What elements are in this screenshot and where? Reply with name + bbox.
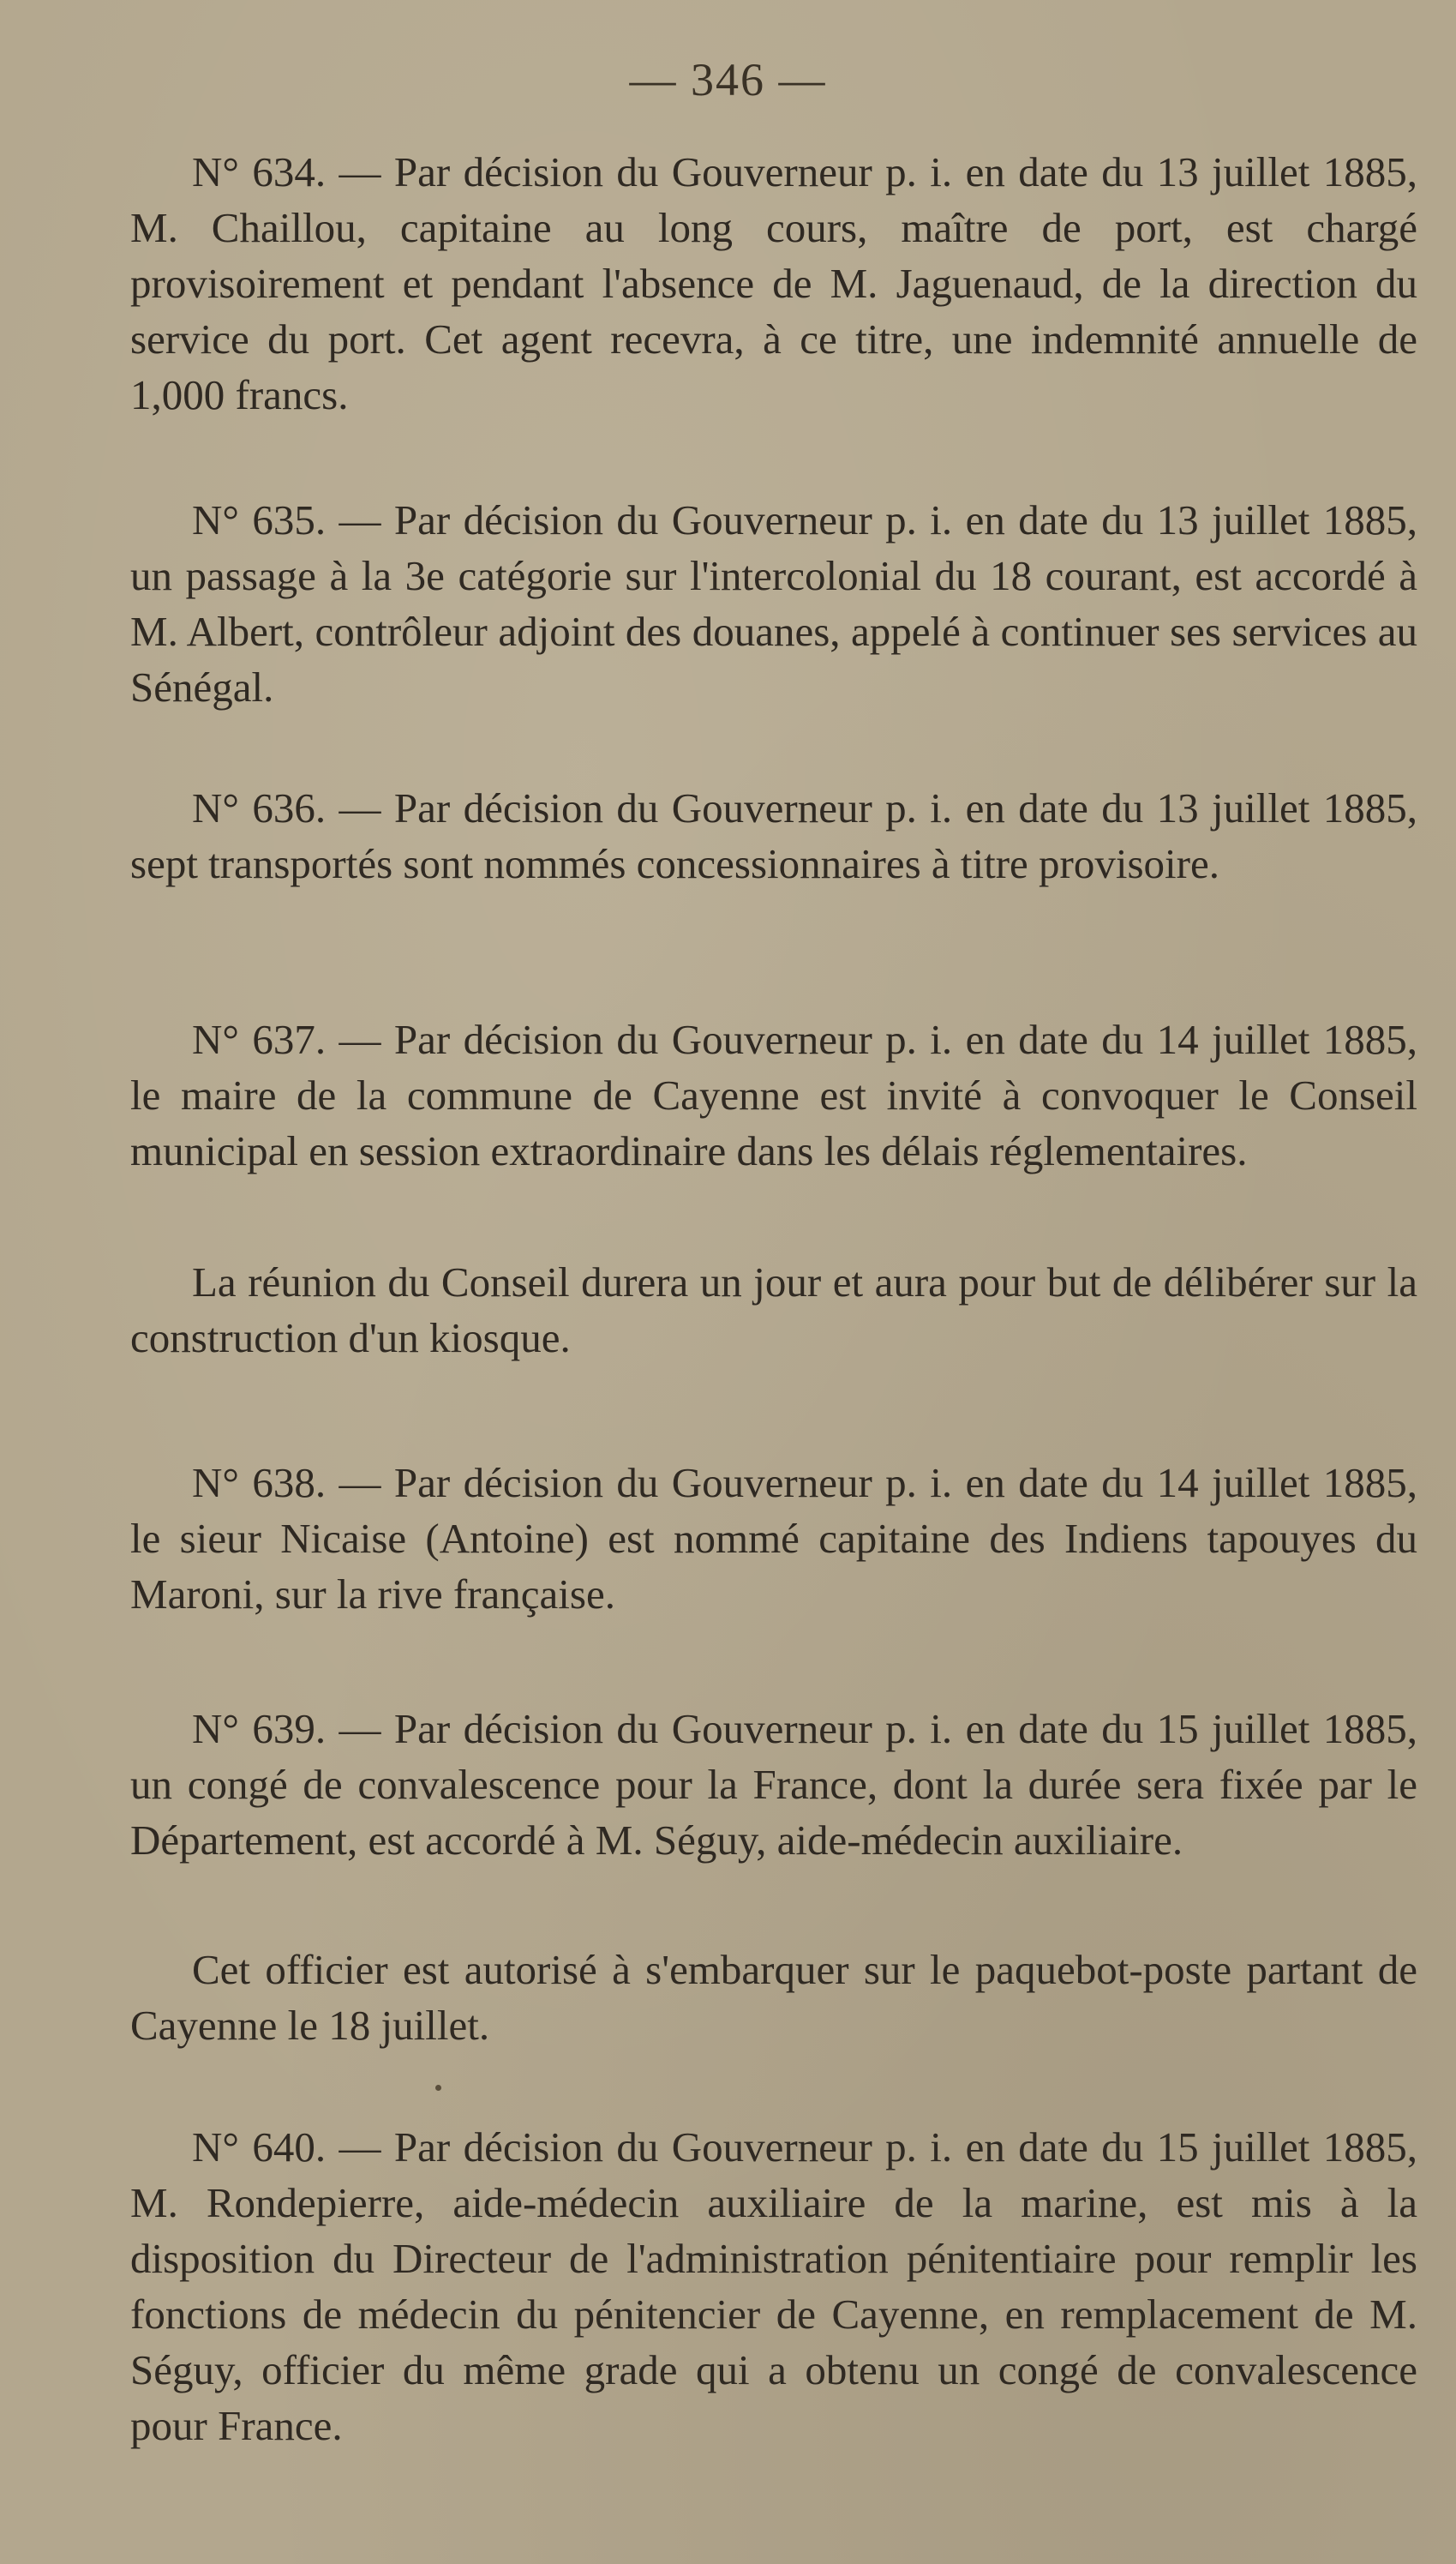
paragraph: N° 639. — Par décision du Gouverneur p. i. en date du 15 juillet 1885, un congé de convalescence pour la France, dont la durée sera fixée par le Département, est accordé à M. Séguy, aide-médecin auxiliaire. [130, 1705, 1417, 1864]
paragraph: La réunion du Conseil durera un jour et aura pour but de délibérer sur la construction d'un kiosque. [130, 1258, 1417, 1361]
page-number: — 346 — [629, 54, 827, 105]
paragraph: N° 640. — Par décision du Gouverneur p. i. en date du 15 juillet 1885, M. Rondepierre, aide-médecin auxiliaire de la marine, est mis à la disposition du Directeur de l'administration pénitentiaire pour remplir les fonctions de médecin du pénitencier de Cayenne, en remplacement de M. Séguy, officier du même grade qui a obtenu un congé de convalescence pour France. [130, 2123, 1417, 2449]
paragraph: N° 638. — Par décision du Gouverneur p. i. en date du 14 juillet 1885, le sieur Nicaise (Antoine) est nommé capitaine des Indiens tapouyes du Maroni, sur la rive française. [130, 1459, 1417, 1618]
paragraph: N° 636. — Par décision du Gouverneur p. i. en date du 13 juillet 1885, sept transportés sont nommés concessionnaires à titre provisoire. [130, 784, 1417, 887]
ink-speck [435, 2085, 441, 2091]
paragraph: N° 637. — Par décision du Gouverneur p. i. en date du 14 juillet 1885, le maire de la commune de Cayenne est invité à convoquer le Conseil municipal en session extraordinaire dans les délais réglementaires. [130, 1016, 1417, 1174]
entry-637 [130, 1012, 1417, 1179]
paragraph: N° 634. — Par décision du Gouverneur p. i. en date du 13 juillet 1885, M. Chaillou, capitaine au long cours, maître de port, est chargé provisoirement et pendant l'absence de M. Jaguenaud, de la direction du service du port. Cet agent recevra, à ce titre, une indemnité annuelle de 1,000 francs. [130, 148, 1417, 418]
entry-638 [130, 1455, 1417, 1622]
entry-636 [130, 780, 1417, 892]
paragraph: Cet officier est autorisé à s'embarquer sur le paquebot-poste partant de Cayenne le 18 juillet. [130, 1946, 1417, 2049]
entry-637-continuation [130, 1254, 1417, 1366]
entry-635 [130, 492, 1417, 715]
paragraph: N° 635. — Par décision du Gouverneur p. i. en date du 13 juillet 1885, un passage à la 3e catégorie sur l'intercolonial du 18 courant, est accordé à M. Albert, contrôleur adjoint des douanes, appelé à continuer ses services au Sénégal. [130, 496, 1417, 711]
entry-639-continuation [130, 1942, 1417, 2053]
entry-639 [130, 1701, 1417, 1868]
entry-640 [130, 2119, 1417, 2453]
entry-634 [130, 144, 1417, 423]
